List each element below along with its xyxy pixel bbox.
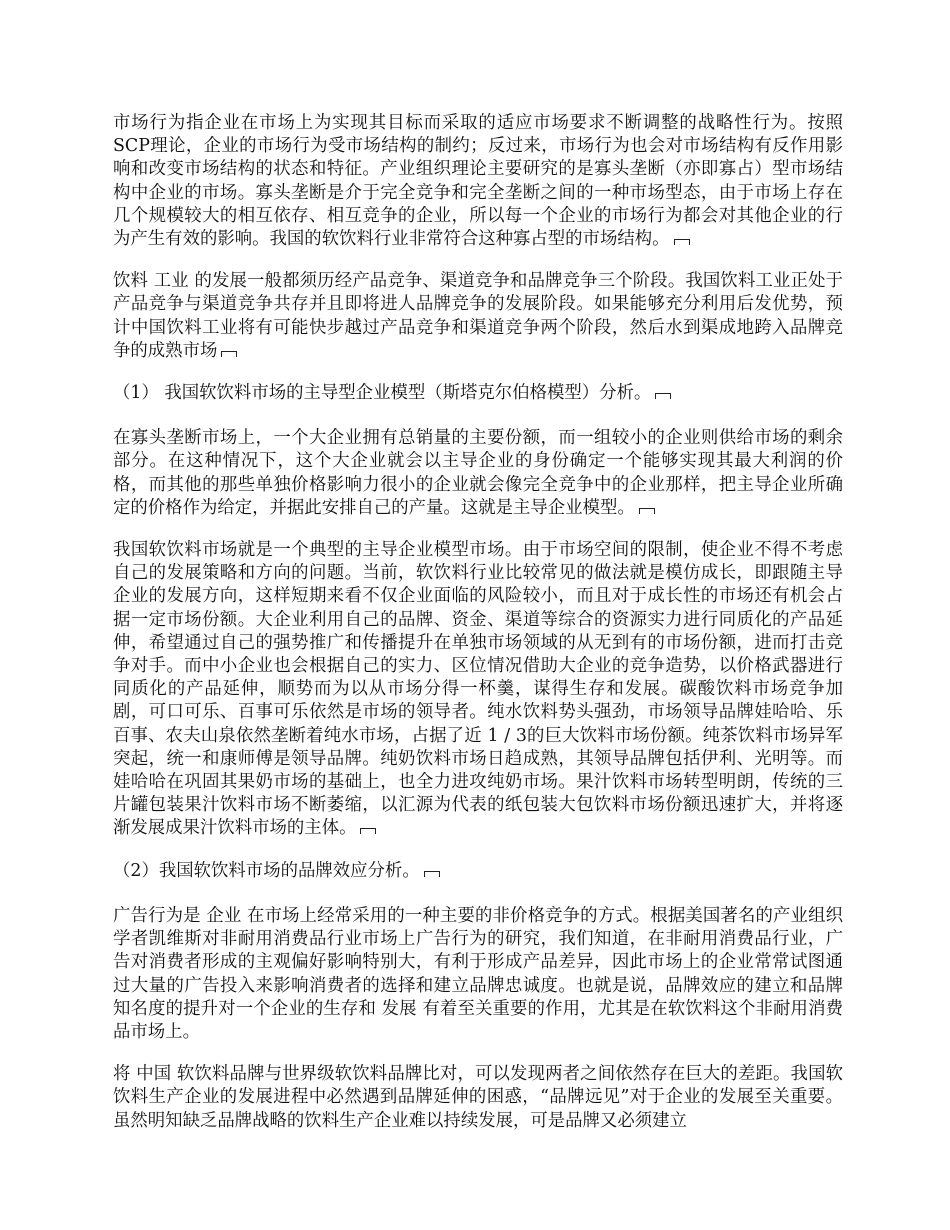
paragraph-brand-comparison: 将 中国 软饮料品牌与世界级软饮料品牌比对，可以发现两者之间依然存在巨大的差距。我国软饮料生产企业的发展进程中必然遇到品牌延伸的困惑，“品牌远见”对于企业的发展至关重要。虽然明知缺乏品牌战略的饮料生产企业难以持续发展，可是品牌又必须建立	[113, 1064, 843, 1131]
paragraph-industry-stages: 饮料 工业 的发展一般都须历经产品竞争、渠道竞争和品牌竞争三个阶段。我国饮料工业正处于产品竞争与渠道竞争共存并且即将进人品牌竞争的发展阶段。如果能够充分利用后发优势，预计中国饮料工业将有可能快步越过产品竞争和渠道竞争两个阶段，然后水到渠成地跨入品牌竞争的成熟市场	[113, 271, 843, 361]
paragraph-soft-drink-market: 我国软饮料市场就是一个典型的主导企业模型市场。由于市场空间的限制，使企业不得不考虑自己的发展策略和方向的问题。当前，软饮料行业比较常见的做法就是模仿成长，即跟随主导企业的发展方向，这样短期来看不仅企业面临的风险较小，而且对于成长性的市场还有机会占据一定市场份额。大企业利用自己的品牌、资金、渠道等综合的资源实力进行同质化的产品延伸，希望通过自己的强势推广和传播提升在单独市场领域的从无到有的市场份额，进而打击竞争对手。而中小企业也会根据自己的实力、区位情况借助大企业的竞争造势，以价格武器进行同质化的产品延伸，顺势而为以从市场分得一杯羹，谋得生存和发展。碳酸饮料市场竞争加剧，可口可乐、百事可乐依然是市场的领导者。纯水饮料势头强劲，市场领导品牌娃哈哈、乐百事、农夫山泉依然垄断着纯水市场，占据了近 1 / 3的巨大饮料市场份额。纯茶饮料市场异军突起，统一和康师傅是领导品牌。纯奶饮料市场日趋成熟，其领导品牌包括伊利、光明等。而娃哈哈在巩固其果奶市场的基础上，也全力进攻纯奶市场。果汁饮料市场转型明朗，传统的三片罐包装果汁饮料市场不断萎缩，以汇源为代表的纸包装大包饮料市场份额迅速扩大，并将逐渐发展成果汁饮料市场的主体。	[113, 540, 843, 839]
paragraph-end-mark-icon	[655, 393, 671, 399]
section-heading-2: （2）我国软饮料市场的品牌效应分析。	[113, 860, 843, 883]
section-heading-1: （1） 我国软饮料市场的主导型企业模型（斯塔克尔伯格模型）分析。	[113, 382, 843, 405]
paragraph-market-behavior: 市场行为指企业在市场上为实现其目标而采取的适应市场要求不断调整的战略性行为。按照SCP理论，企业的市场行为受市场结构的制约；反过来，市场行为也会对市场结构有反作用影响和改变市场结构的状态和特征。产业组织理论主要研究的是寡头垄断（亦即寡占）型市场结构中企业的市场。寡头垄断是介于完全竞争和完全垄断之间的一种市场型态，由于市场上存在几个规模较大的相互依存、相互竞争的企业，所以每一个企业的市场行为都会对其他企业的行为产生有效的影响。我国的软饮料行业非常符合这种寡占型的市场结构。	[113, 113, 843, 250]
paragraph-end-mark-icon	[674, 239, 690, 245]
paragraph-end-mark-icon	[221, 351, 237, 357]
document-body	[113, 112, 843, 1152]
paragraph-end-mark-icon	[360, 828, 376, 834]
paragraph-advertising: 广告行为是 企业 在市场上经常采用的一种主要的非价格竞争的方式。根据美国著名的产业组织学者凯维斯对非耐用消费品行业市场上广告行为的研究，我们知道，在非耐用消费品行业，广告对消费者形成的主观偏好影响特别大，有利于形成产品差异，因此市场上的企业常常试图通过大量的广告投入来影响消费者的选择和建立品牌忠诚度。也就是说，品牌效应的建立和品牌知名度的提升对一个企业的生存和 发展 有着至关重要的作用，尤其是在软饮料这个非耐用消费品市场上。	[113, 905, 843, 1042]
paragraph-end-mark-icon	[424, 871, 440, 877]
paragraph-end-mark-icon	[639, 508, 655, 514]
paragraph-dominant-firm: 在寡头垄断市场上，一个大企业拥有总销量的主要份额，而一组较小的企业则供给市场的剩余部分。在这种情况下，这个大企业就会以主导企业的身份确定一个能够实现其最大利润的价格，而其他的那些单独价格影响力很小的企业就会像完全竞争中的企业那样，把主导企业所确定的价格作为给定，并据此安排自己的产量。这就是主导企业模型。	[113, 428, 843, 518]
